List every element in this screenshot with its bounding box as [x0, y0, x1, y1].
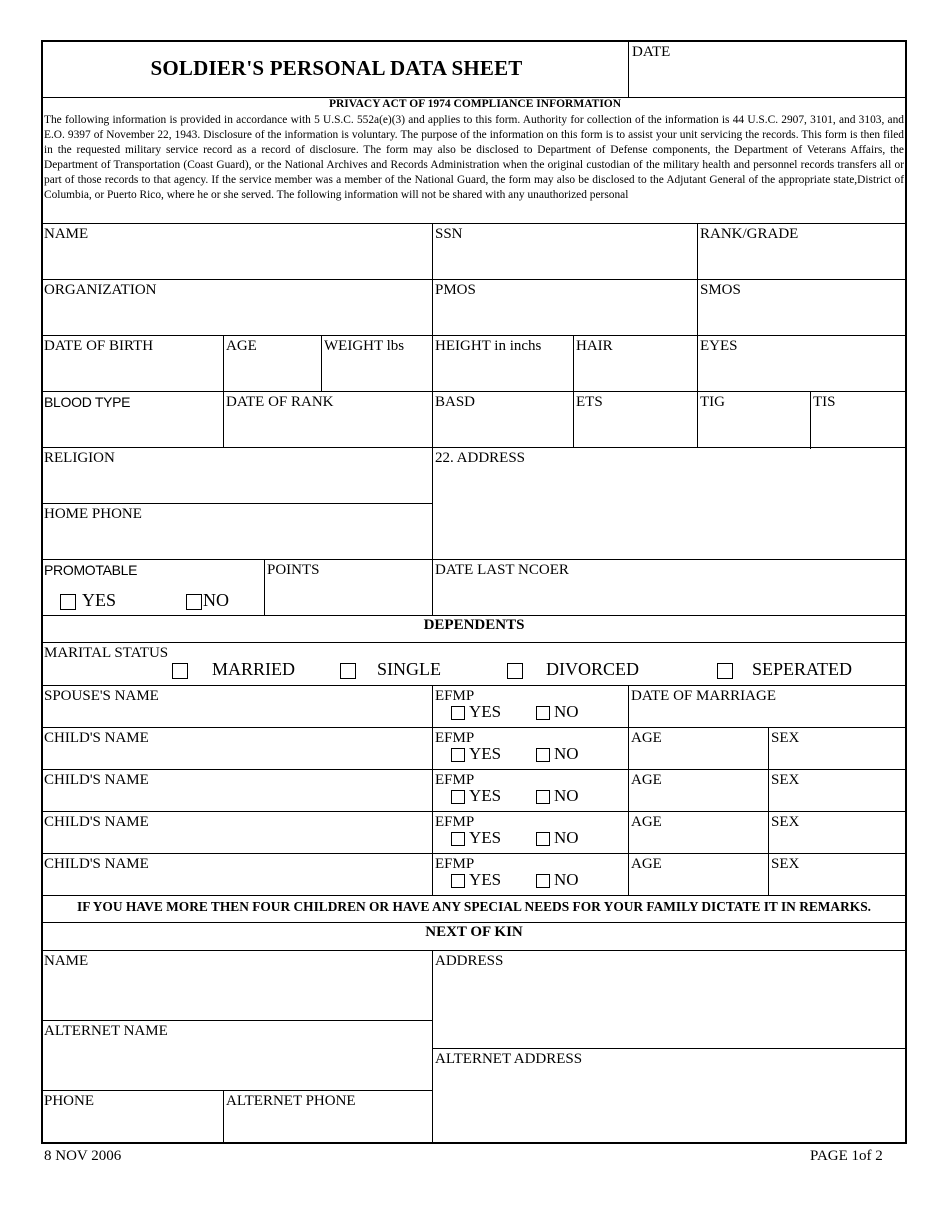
seperated-label: SEPERATED: [752, 659, 853, 679]
child-sex-label: SEX: [771, 814, 800, 830]
promotable-yes-checkbox[interactable]: [60, 594, 76, 610]
date-of-rank-label: DATE OF RANK: [226, 394, 334, 410]
next-of-kin-heading: NEXT OF KIN: [425, 924, 523, 940]
child-sex-label: SEX: [771, 772, 800, 788]
blood-type-label: BLOOD TYPE: [44, 394, 131, 410]
divider: [42, 615, 906, 616]
nok-alternet-phone-label: ALTERNET PHONE: [226, 1093, 356, 1109]
divider: [42, 950, 906, 951]
efmp-no-label: NO: [554, 744, 579, 763]
child-age-label: AGE: [631, 814, 662, 830]
nok-alternet-address-label: ALTERNET ADDRESS: [435, 1051, 583, 1067]
ets-label: ETS: [576, 394, 603, 410]
basd-label: BASD: [435, 394, 476, 410]
dependents-note: IF YOU HAVE MORE THEN FOUR CHILDREN OR HAVE ANY SPECIAL NEEDS FOR YOUR FAMILY DICTATE IT IN REMARKS.: [77, 899, 871, 914]
divider: [432, 1048, 906, 1049]
divider: [42, 279, 906, 280]
organization-label: ORGANIZATION: [44, 282, 157, 298]
divider: [42, 769, 906, 770]
nok-name-label: NAME: [44, 953, 89, 969]
efmp-label: EFMP: [435, 772, 475, 788]
child-age-label: AGE: [631, 856, 662, 872]
child-sex-label: SEX: [771, 730, 800, 746]
child4-efmp-no-checkbox[interactable]: [536, 874, 550, 888]
divider: [42, 1020, 433, 1021]
divorced-checkbox[interactable]: [507, 663, 523, 679]
single-checkbox[interactable]: [340, 663, 356, 679]
efmp-label: EFMP: [435, 730, 475, 746]
form-title: SOLDIER'S PERSONAL DATA SHEET: [150, 56, 523, 80]
divider: [42, 642, 906, 643]
eyes-label: EYES: [700, 338, 738, 354]
height-label: HEIGHT in inchs: [435, 338, 542, 354]
child1-efmp-yes-checkbox[interactable]: [451, 748, 465, 762]
promotable-no-label: NO: [203, 590, 229, 610]
child2-efmp-no-checkbox[interactable]: [536, 790, 550, 804]
efmp-yes-label: YES: [469, 786, 502, 805]
page-number: PAGE 1of 2: [810, 1148, 883, 1164]
religion-label: RELIGION: [44, 450, 115, 466]
efmp-no-label: NO: [554, 702, 579, 721]
divider: [628, 685, 629, 895]
child-sex-label: SEX: [771, 856, 800, 872]
divider: [42, 559, 906, 560]
pmos-label: PMOS: [435, 282, 476, 298]
marital-status-label: MARITAL STATUS: [44, 645, 169, 661]
divider: [42, 685, 906, 686]
tig-label: TIG: [700, 394, 725, 410]
spouse-efmp-yes-checkbox[interactable]: [451, 706, 465, 720]
divider: [223, 1090, 224, 1144]
address-label: 22. ADDRESS: [435, 450, 526, 466]
divider: [42, 922, 906, 923]
divider: [432, 685, 433, 895]
child-name-label: CHILD'S NAME: [44, 856, 149, 872]
name-label: NAME: [44, 226, 89, 242]
child3-efmp-no-checkbox[interactable]: [536, 832, 550, 846]
divider: [42, 503, 433, 504]
spouse-efmp-no-checkbox[interactable]: [536, 706, 550, 720]
dependents-heading: DEPENDENTS: [423, 617, 525, 633]
divider: [432, 950, 433, 1144]
weight-label: WEIGHT lbs: [324, 338, 405, 354]
divider: [42, 853, 906, 854]
promotable-yes-label: YES: [82, 590, 117, 610]
divider: [42, 895, 906, 896]
divider: [42, 447, 906, 448]
dob-label: DATE OF BIRTH: [44, 338, 154, 354]
divider: [42, 727, 906, 728]
privacy-text: The following information is provided in accordance with 5 U.S.C. 552a(e)(3) and applies to this form. Authority for collection of the information is 44 U.S.C. 2907, 3101, and 3103, and E.O. 9397 of November 22, 1943. Disclosure of the information is voluntary. The purpose of the information on this form is to assist your unit servicing the records. This form is then filed in the requested military service record as a record of disclosure. The form may also be disclosed to Department of Defense components, the Department of Veterans Affairs, the Department of Transportation (Coast Guard), or the National Archives and Records Administration when the original custodian of the military health and personnel records transfers all or part of those records to that agency. If the service member was a member of the National Guard, the form may also be disclosed to the Adjutant General of the appropriate state,District of Columbia, or Puerto Rico, where he or she served. The following information will not be shared with any unauthorized personal: [44, 114, 904, 202]
date-label: DATE: [632, 44, 671, 60]
promotable-no-checkbox[interactable]: [186, 594, 202, 610]
points-label: POINTS: [267, 562, 320, 578]
smos-label: SMOS: [700, 282, 741, 298]
nok-phone-label: PHONE: [44, 1093, 95, 1109]
married-label: MARRIED: [212, 659, 296, 679]
nok-address-label: ADDRESS: [435, 953, 504, 969]
efmp-no-label: NO: [554, 828, 579, 847]
form-date: 8 NOV 2006: [44, 1148, 122, 1164]
privacy-heading: PRIVACY ACT OF 1974 COMPLIANCE INFORMATION: [328, 98, 622, 110]
divider: [42, 1090, 433, 1091]
date-of-marriage-label: DATE OF MARRIAGE: [631, 688, 777, 704]
divider: [42, 223, 906, 224]
divider: [432, 559, 433, 615]
single-label: SINGLE: [377, 659, 441, 679]
rank-grade-label: RANK/GRADE: [700, 226, 799, 242]
divider: [264, 559, 265, 615]
date-field[interactable]: [629, 62, 905, 96]
child2-efmp-yes-checkbox[interactable]: [451, 790, 465, 804]
divider: [42, 811, 906, 812]
divorced-label: DIVORCED: [546, 659, 639, 679]
age-label: AGE: [226, 338, 257, 354]
child-name-label: CHILD'S NAME: [44, 730, 149, 746]
efmp-no-label: NO: [554, 786, 579, 805]
child-age-label: AGE: [631, 772, 662, 788]
child1-efmp-no-checkbox[interactable]: [536, 748, 550, 762]
form-frame: [41, 40, 907, 1144]
promotable-label: PROMOTABLE: [44, 562, 138, 578]
tis-label: TIS: [813, 394, 836, 410]
home-phone-label: HOME PHONE: [44, 506, 142, 522]
divider: [321, 335, 322, 391]
seperated-checkbox[interactable]: [717, 663, 733, 679]
child-name-label: CHILD'S NAME: [44, 772, 149, 788]
efmp-label: EFMP: [435, 688, 475, 704]
divider: [42, 391, 906, 392]
efmp-label: EFMP: [435, 856, 475, 872]
hair-label: HAIR: [576, 338, 613, 354]
divider: [810, 391, 811, 449]
child-age-label: AGE: [631, 730, 662, 746]
child3-efmp-yes-checkbox[interactable]: [451, 832, 465, 846]
child-name-label: CHILD'S NAME: [44, 814, 149, 830]
spouse-name-label: SPOUSE'S NAME: [44, 688, 159, 704]
child4-efmp-yes-checkbox[interactable]: [451, 874, 465, 888]
efmp-yes-label: YES: [469, 744, 502, 763]
efmp-label: EFMP: [435, 814, 475, 830]
efmp-yes-label: YES: [469, 702, 502, 721]
ssn-label: SSN: [435, 226, 463, 242]
efmp-yes-label: YES: [469, 870, 502, 889]
nok-alternet-name-label: ALTERNET NAME: [44, 1023, 168, 1039]
married-checkbox[interactable]: [172, 663, 188, 679]
efmp-yes-label: YES: [469, 828, 502, 847]
divider: [42, 335, 906, 336]
efmp-no-label: NO: [554, 870, 579, 889]
date-last-ncoer-label: DATE LAST NCOER: [435, 562, 569, 578]
